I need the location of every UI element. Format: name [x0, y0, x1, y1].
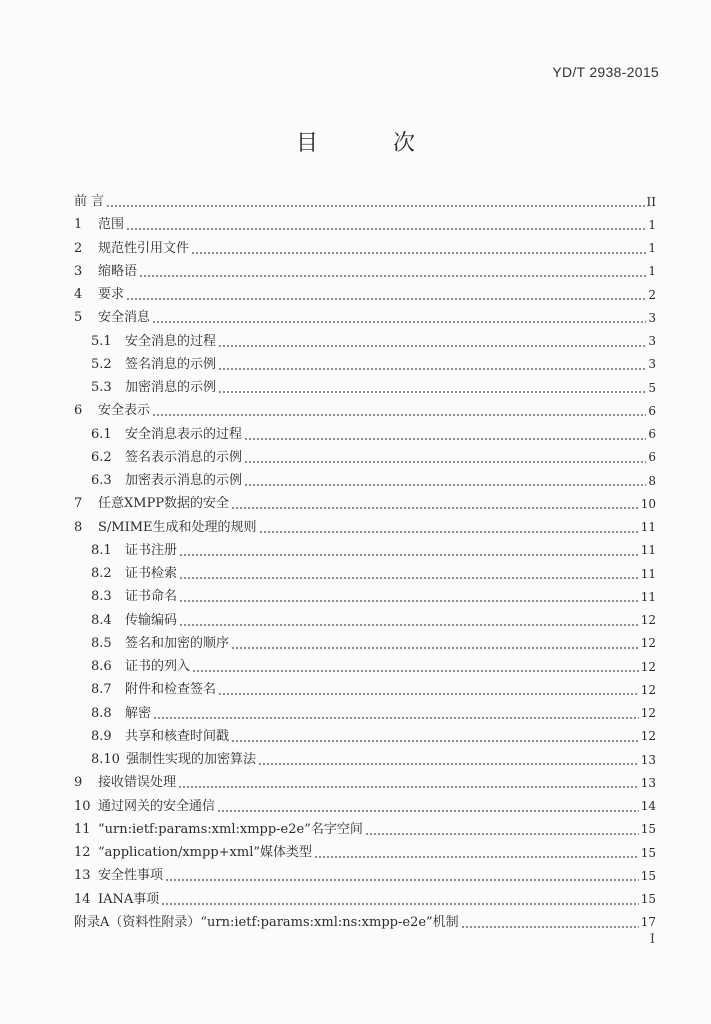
toc-entry-title: “urn:ietf:params:xml:xmpp-e2e”名字空间	[98, 821, 363, 837]
page-title: 目 次	[296, 131, 449, 156]
toc-entry[interactable]	[74, 376, 656, 399]
table-of-contents	[74, 190, 656, 934]
toc-entry-title: 安全消息的过程	[125, 333, 217, 349]
toc-entry-page: 12	[640, 636, 656, 651]
toc-entry[interactable]	[74, 771, 656, 794]
toc-entry-page: 6	[648, 403, 656, 418]
toc-entry-page: 1	[648, 217, 656, 232]
toc-entry-page: 17	[640, 915, 656, 930]
dot-leader	[161, 893, 638, 906]
toc-entry-page: 15	[640, 845, 656, 860]
toc-entry-page: 14	[640, 799, 656, 814]
dot-leader	[179, 544, 639, 557]
toc-entry-number: 9	[74, 775, 83, 791]
toc-entry-number: 4	[74, 287, 83, 303]
toc-entry-title: 安全性事项	[98, 868, 164, 884]
toc-entry-number: 6.1	[91, 426, 112, 442]
toc-entry[interactable]	[74, 678, 656, 701]
toc-entry-title: 安全消息	[98, 310, 151, 326]
toc-entry-page: 8	[648, 473, 656, 488]
toc-entry-title: 签名和加密的顺序	[125, 635, 230, 651]
toc-entry-page: 1	[648, 241, 656, 256]
toc-entry-title: 前 言	[74, 194, 105, 210]
toc-entry-number: 8.8	[91, 705, 112, 721]
toc-entry-number: 5	[74, 310, 83, 326]
toc-entry-number: 6.2	[91, 449, 112, 465]
toc-entry-title: 安全消息表示的过程	[125, 426, 243, 442]
toc-entry[interactable]	[74, 585, 656, 608]
dot-leader	[218, 381, 646, 394]
dot-leader	[244, 428, 646, 441]
toc-entry[interactable]	[74, 795, 656, 818]
dot-leader	[178, 776, 639, 789]
dot-leader	[152, 311, 646, 324]
toc-entry-number: 8.1	[91, 542, 112, 558]
toc-entry-page: 6	[648, 450, 656, 465]
dot-leader	[217, 800, 639, 813]
toc-entry[interactable]	[74, 423, 656, 446]
toc-entry-title: 要求	[98, 287, 125, 303]
page-number: I	[649, 932, 655, 947]
dot-leader	[314, 846, 639, 859]
toc-entry-title: 签名消息的示例	[125, 356, 217, 372]
dot-leader	[218, 335, 646, 348]
toc-entry-number: 8.5	[91, 635, 112, 651]
toc-entry-number: 8.7	[91, 682, 112, 698]
toc-entry-title: 附录A（资料性附录）“urn:ietf:params:xml:ns:xmpp-e2e”机制	[74, 914, 459, 930]
toc-entry[interactable]	[74, 702, 656, 725]
dot-leader	[231, 637, 639, 650]
toc-entry-number: 6.3	[91, 473, 112, 489]
dot-leader	[218, 683, 639, 696]
toc-entry[interactable]	[74, 655, 656, 678]
dot-leader	[365, 823, 639, 836]
toc-entry-title: 加密消息的示例	[125, 380, 217, 396]
toc-entry-page: 12	[640, 682, 656, 697]
toc-entry-page: 2	[648, 287, 656, 302]
toc-entry[interactable]	[74, 237, 656, 260]
toc-entry[interactable]	[74, 330, 656, 353]
toc-entry-title: 解密	[125, 705, 152, 721]
toc-entry-number: 8.4	[91, 612, 112, 628]
toc-entry-title: “application/xmpp+xml”媒体类型	[98, 845, 313, 861]
dot-leader	[218, 358, 646, 371]
toc-entry-title: 证书命名	[125, 589, 178, 605]
toc-entry-number: 14	[74, 891, 91, 907]
dot-leader	[244, 474, 646, 487]
toc-entry-number: 7	[74, 496, 83, 512]
dot-leader	[179, 614, 639, 627]
dot-leader	[244, 451, 646, 464]
toc-entry-title: 证书注册	[125, 542, 178, 558]
toc-entry-title: 证书检索	[125, 566, 178, 582]
toc-entry-number: 5.2	[91, 356, 112, 372]
toc-entry-page: 13	[640, 752, 656, 767]
toc-entry-title: 接收错误处理	[98, 775, 177, 791]
toc-entry[interactable]	[74, 841, 656, 864]
toc-entry-page: 10	[640, 496, 656, 511]
toc-entry[interactable]	[74, 725, 656, 748]
toc-entry-page: 15	[640, 868, 656, 883]
dot-leader	[126, 288, 646, 301]
toc-entry[interactable]	[74, 306, 656, 329]
toc-entry-page: 12	[640, 706, 656, 721]
toc-entry-page: 11	[640, 520, 656, 535]
toc-entry-number: 6	[74, 403, 83, 419]
toc-entry-page: 11	[640, 589, 656, 604]
toc-entry[interactable]	[74, 446, 656, 469]
dot-leader	[179, 590, 639, 603]
toc-entry-number: 8	[74, 519, 83, 535]
toc-entry[interactable]	[74, 632, 656, 655]
toc-entry-title: 安全表示	[98, 403, 151, 419]
toc-entry[interactable]	[74, 818, 656, 841]
dot-leader	[258, 753, 639, 766]
toc-entry[interactable]	[74, 492, 656, 515]
toc-entry-title: 证书的列入	[125, 659, 191, 675]
toc-entry-number: 12	[74, 845, 91, 861]
toc-entry-number: 8.2	[91, 566, 112, 582]
toc-entry-title: 范围	[98, 217, 125, 233]
toc-entry[interactable]	[74, 283, 656, 306]
toc-entry-page: 3	[648, 310, 656, 325]
toc-entry-page: 5	[648, 380, 656, 395]
dot-leader	[106, 195, 644, 208]
dot-leader	[126, 218, 646, 231]
toc-entry-title: 签名表示消息的示例	[125, 449, 243, 465]
toc-entry-number: 8.9	[91, 728, 112, 744]
dot-leader	[259, 521, 639, 534]
toc-entry[interactable]	[74, 190, 656, 213]
standard-number: YD/T 2938-2015	[552, 64, 659, 80]
dot-leader	[179, 567, 639, 580]
dot-leader	[231, 497, 639, 510]
dot-leader	[152, 404, 646, 417]
toc-entry-number: 5.1	[91, 333, 112, 349]
dot-leader	[165, 869, 639, 882]
toc-entry[interactable]	[74, 562, 656, 585]
toc-entry-number: 1	[74, 217, 83, 233]
toc-entry-page: 11	[640, 566, 656, 581]
toc-entry-page: 13	[640, 775, 656, 790]
toc-entry-title: S/MIME生成和处理的规则	[98, 519, 257, 535]
toc-entry-title: 缩略语	[98, 263, 138, 279]
toc-entry-number: 8.6	[91, 659, 112, 675]
toc-entry-title: 通过网关的安全通信	[98, 798, 216, 814]
toc-entry-page: 3	[648, 357, 656, 372]
dot-leader	[461, 916, 639, 929]
toc-entry-number: 8.3	[91, 589, 112, 605]
toc-entry-page: II	[646, 194, 656, 209]
toc-entry-title: 规范性引用文件	[98, 240, 190, 256]
toc-entry-number: 10	[74, 798, 91, 814]
toc-entry-page: 12	[640, 659, 656, 674]
toc-entry-number: 11	[74, 821, 91, 837]
toc-entry-page: 3	[648, 334, 656, 349]
toc-entry[interactable]	[74, 399, 656, 422]
toc-entry[interactable]	[74, 888, 656, 911]
toc-entry-title: 加密表示消息的示例	[125, 473, 243, 489]
toc-entry-number: 5.3	[91, 380, 112, 396]
toc-entry[interactable]	[74, 469, 656, 492]
toc-entry[interactable]	[74, 864, 656, 887]
toc-entry-title: IANA事项	[98, 891, 160, 907]
toc-entry-page: 1	[648, 264, 656, 279]
toc-entry[interactable]	[74, 260, 656, 283]
toc-entry-title: 附件和检查签名	[125, 682, 217, 698]
toc-entry-title: 任意XMPP数据的安全	[98, 496, 230, 512]
toc-entry-number: 8.10	[91, 752, 120, 768]
toc-entry-page: 12	[640, 729, 656, 744]
toc-entry[interactable]	[74, 213, 656, 236]
dot-leader	[139, 265, 646, 278]
toc-entry-page: 15	[640, 892, 656, 907]
toc-entry[interactable]	[74, 609, 656, 632]
dot-leader	[192, 660, 639, 673]
dot-leader	[191, 242, 646, 255]
toc-entry-title: 共享和核查时间戳	[125, 728, 230, 744]
toc-entry-title: 强制性实现的加密算法	[125, 752, 256, 768]
toc-entry[interactable]	[74, 539, 656, 562]
toc-entry[interactable]	[74, 516, 656, 539]
dot-leader	[231, 730, 639, 743]
dot-leader	[153, 707, 639, 720]
toc-entry-page: 15	[640, 822, 656, 837]
toc-entry-page: 11	[640, 543, 656, 558]
toc-entry-number: 13	[74, 868, 91, 884]
toc-entry-title: 传输编码	[125, 612, 178, 628]
toc-entry-number: 3	[74, 263, 83, 279]
toc-entry-number: 2	[74, 240, 83, 256]
toc-entry-page: 12	[640, 613, 656, 628]
toc-entry[interactable]	[74, 748, 656, 771]
toc-entry[interactable]	[74, 911, 656, 934]
toc-entry-page: 6	[648, 427, 656, 442]
toc-entry[interactable]	[74, 353, 656, 376]
